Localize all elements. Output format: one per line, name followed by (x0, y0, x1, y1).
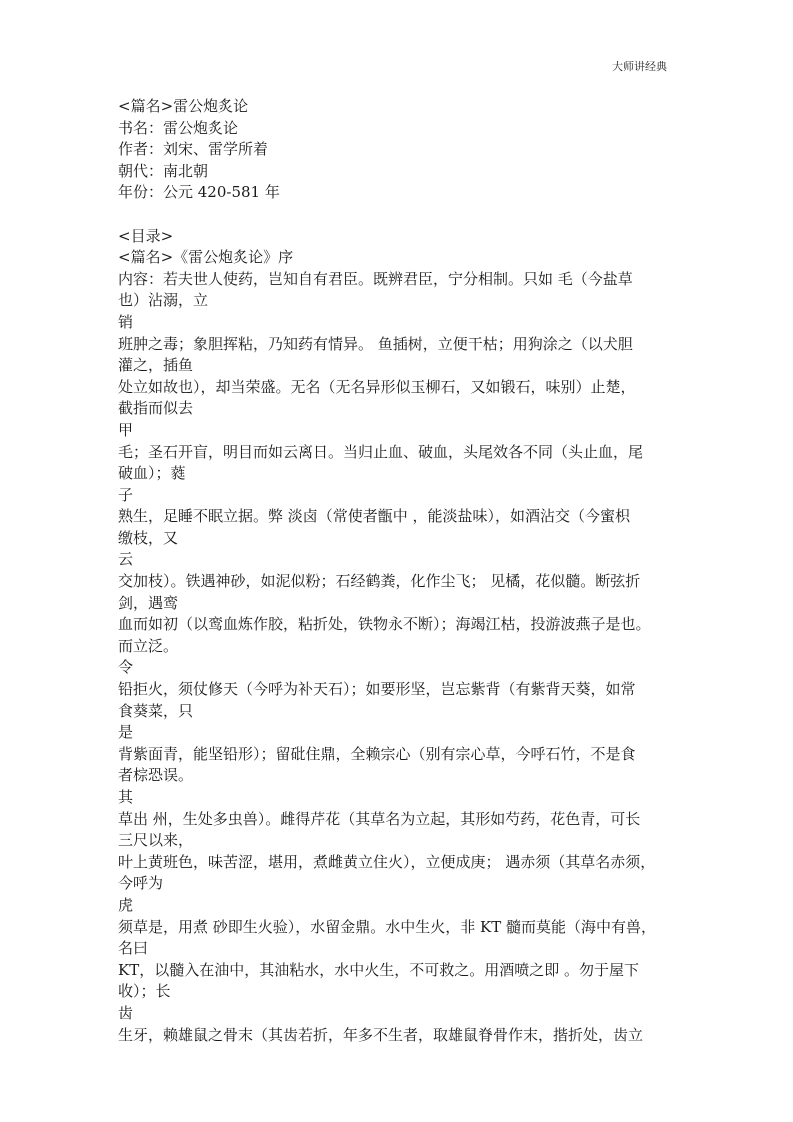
text-line: 三尺以来， (118, 831, 194, 850)
text-line: 齿 (118, 1003, 134, 1022)
text-line: KT，以髓入在油中，其油粘水，水中火生，不可救之。用酒喷之即 。勿于屋下 (118, 960, 639, 979)
toc-label: <目录> (118, 226, 174, 245)
text-line: 班肿之毒；象胆挥粘，乃知药有情异。 鱼插树，立便干枯；用狗涂之（以犬胆 (118, 334, 633, 353)
text-line: 剑，遇鸾 (118, 593, 179, 612)
meta-dynasty: 朝代：南北朝 (118, 161, 209, 180)
text-line: 虎 (118, 895, 134, 914)
section-title: <篇名>《雷公炮炙论》序 (118, 248, 294, 267)
text-line: 而立泛。 (118, 636, 179, 655)
meta-title: <篇名>雷公炮炙论 (118, 97, 249, 115)
meta-author: 作者：刘宋、雷学所着 (118, 140, 269, 159)
text-line: 也）沾溺，立 (118, 291, 209, 310)
text-line: 熟生，足睡不眠立据。弊 淡卤（常使者甑中 ，能淡盐味），如酒沾交（今蜜枳 (118, 507, 631, 526)
text-line: 灌之，插鱼 (118, 356, 194, 375)
text-line: 甲 (118, 420, 134, 439)
text-line: 缴枝，又 (118, 528, 179, 547)
text-line: 收）；长 (118, 982, 171, 1001)
text-line: 草出 州，生处多虫兽）。雌得芹花（其草名为立起，其形如芍药，花色青，可长 (118, 809, 641, 828)
text-line: 云 (118, 550, 134, 569)
page-header-site-name: 大师讲经典 (612, 60, 667, 73)
text-line: 铅拒火，须仗修天（今呼为补天石）；如要形坚，岂忘紫背（有紫背天葵，如常 (118, 680, 636, 699)
meta-year: 年份：公元 420-581 年 (118, 183, 280, 202)
text-line: 处立如故也），却当荣盛。无名（无名异形似玉柳石，又如锻石，味别）止楚， (118, 377, 636, 396)
text-line: 叶上黄班色，味苦涩，堪用，煮雌黄立住火），立便成庚； 遇赤须（其草名赤须， (118, 852, 656, 871)
text-line: 交加枝）。铁遇神砂，如泥似粉；石经鹤粪，化作尘飞； 见橘，花似髓。断弦折 (118, 572, 641, 591)
text-line: 是 (118, 723, 134, 742)
text-line: 破血）；蕤 (118, 464, 186, 483)
text-line: 背紫面青，能坚铅形）；留砒住鼎，全赖宗心（别有宗心草，今呼石竹，不是食 (118, 744, 636, 763)
text-line: 血而如初（以鸾血炼作胶，粘折处，铁物永不断）；海竭江枯，投游波燕子是也。 (118, 615, 651, 634)
text-line: 食葵菜，只 (118, 701, 194, 720)
blank-line (118, 204, 678, 226)
text-line: 今呼为 (118, 874, 164, 893)
text-line: 毛；圣石开盲，明目而如云离日。当归止血、破血，头尾效各不同（头止血，尾 (118, 442, 644, 461)
text-line: 令 (118, 658, 134, 677)
text-line: 其 (118, 788, 134, 806)
meta-book-name: 书名：雷公炮炙论 (118, 118, 239, 137)
text-line: 销 (118, 312, 134, 331)
text-line: 名曰 (118, 939, 149, 958)
text-line: 内容：若夫世人使药，岂知自有君臣。既辨君臣，宁分相制。只如 毛（今盐草 (118, 269, 633, 288)
text-line: 生牙，赖雄鼠之骨末（其齿若折，年多不生者，取雄鼠脊骨作末，揩折处，齿立 (118, 1025, 644, 1044)
text-line: 截指而似去 (118, 399, 194, 418)
text-line: 须草是，用煮 砂即生火验），水留金鼎。水中生火，非 KT 髓而莫能（海中有兽， (118, 917, 657, 936)
text-line: 子 (118, 485, 134, 504)
document-body (118, 96, 678, 1046)
text-line: 者棕恐误。 (118, 766, 194, 785)
